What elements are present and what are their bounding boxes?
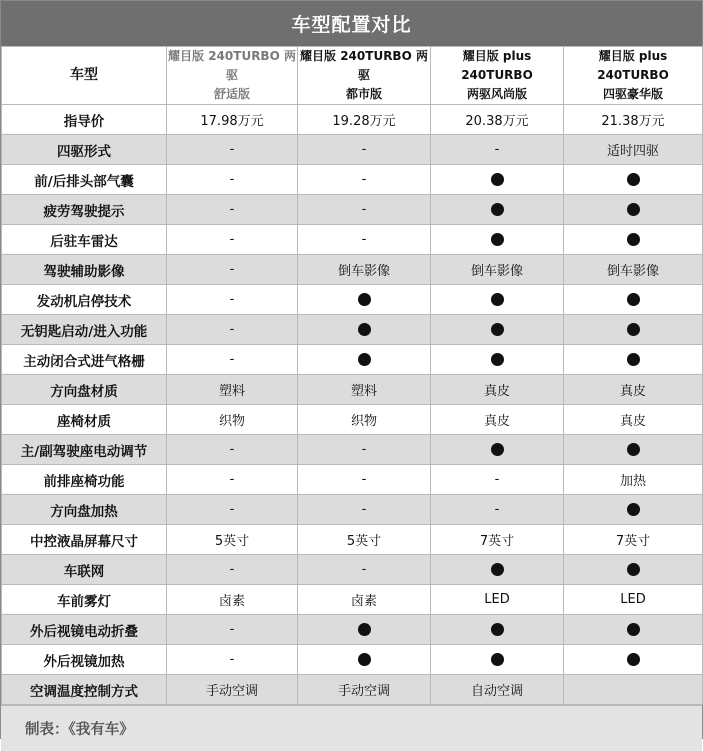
feature-cell: 加热 (564, 465, 703, 495)
standard-dot-icon (358, 293, 371, 306)
feature-cell: - (431, 135, 564, 165)
feature-cell-standard (564, 555, 703, 585)
feature-cell-standard (298, 645, 431, 675)
feature-label: 前/后排头部气囊 (2, 165, 167, 195)
table-row (2, 225, 703, 255)
feature-cell-standard (564, 285, 703, 315)
feature-cell: 卤素 (298, 585, 431, 615)
standard-dot-icon (627, 233, 640, 246)
feature-cell: - (298, 225, 431, 255)
header-row (2, 47, 703, 105)
feature-cell: - (298, 495, 431, 525)
standard-dot-icon (627, 563, 640, 576)
feature-label: 疲劳驾驶提示 (2, 195, 167, 225)
feature-label: 中控液晶屏幕尺寸 (2, 525, 167, 555)
standard-dot-icon (491, 293, 504, 306)
feature-label: 座椅材质 (2, 405, 167, 435)
standard-dot-icon (491, 203, 504, 216)
feature-label: 驾驶辅助影像 (2, 255, 167, 285)
standard-dot-icon (491, 443, 504, 456)
model-name-line1: 耀目版 plus 240TURBO (461, 49, 533, 82)
feature-cell-standard (431, 165, 564, 195)
feature-cell: 塑料 (298, 375, 431, 405)
feature-label: 车联网 (2, 555, 167, 585)
standard-dot-icon (627, 623, 640, 636)
feature-cell: 5英寸 (298, 525, 431, 555)
table-row (2, 285, 703, 315)
feature-cell: - (167, 315, 298, 345)
feature-label: 外后视镜加热 (2, 645, 167, 675)
feature-cell: - (167, 225, 298, 255)
feature-cell-standard (431, 315, 564, 345)
standard-dot-icon (491, 353, 504, 366)
model-label-header: 车型 (2, 47, 167, 105)
feature-label: 方向盘加热 (2, 495, 167, 525)
table-row (2, 105, 703, 135)
feature-cell: 手动空调 (298, 675, 431, 705)
feature-label: 主/副驾驶座电动调节 (2, 435, 167, 465)
feature-cell: - (298, 465, 431, 495)
feature-label: 指导价 (2, 105, 167, 135)
feature-cell-standard (564, 645, 703, 675)
feature-cell-standard (564, 315, 703, 345)
feature-cell: 织物 (298, 405, 431, 435)
feature-label: 方向盘材质 (2, 375, 167, 405)
standard-dot-icon (627, 503, 640, 516)
feature-cell: - (167, 435, 298, 465)
standard-dot-icon (491, 623, 504, 636)
feature-cell: 20.38万元 (431, 105, 564, 135)
table-row (2, 165, 703, 195)
feature-cell-standard (431, 285, 564, 315)
feature-cell: - (298, 555, 431, 585)
feature-label: 无钥匙启动/进入功能 (2, 315, 167, 345)
feature-cell: 卤素 (167, 585, 298, 615)
feature-cell: 7英寸 (431, 525, 564, 555)
standard-dot-icon (627, 173, 640, 186)
feature-cell-standard (431, 435, 564, 465)
model-header-4 (564, 47, 703, 105)
feature-cell: - (167, 255, 298, 285)
feature-cell: - (431, 465, 564, 495)
feature-cell-standard (298, 615, 431, 645)
feature-cell-standard (564, 495, 703, 525)
standard-dot-icon (491, 563, 504, 576)
model-header-3 (431, 47, 564, 105)
feature-cell: 手动空调 (167, 675, 298, 705)
feature-cell-standard (298, 345, 431, 375)
model-name-line2: 都市版 (345, 87, 382, 101)
standard-dot-icon (491, 233, 504, 246)
standard-dot-icon (491, 173, 504, 186)
feature-cell: 倒车影像 (564, 255, 703, 285)
table-body (2, 105, 703, 705)
feature-cell: 织物 (167, 405, 298, 435)
table-row (2, 315, 703, 345)
standard-dot-icon (358, 323, 371, 336)
table-row (2, 645, 703, 675)
feature-cell: 真皮 (564, 375, 703, 405)
table-row (2, 435, 703, 465)
standard-dot-icon (491, 653, 504, 666)
feature-cell-standard (431, 195, 564, 225)
feature-cell-standard (564, 615, 703, 645)
model-header-1 (167, 47, 298, 105)
feature-label: 后驻车雷达 (2, 225, 167, 255)
table-row (2, 345, 703, 375)
config-comparison-table (1, 46, 703, 705)
feature-cell: 自动空调 (431, 675, 564, 705)
feature-cell: 真皮 (564, 405, 703, 435)
table-row (2, 255, 703, 285)
feature-label: 主动闭合式进气格栅 (2, 345, 167, 375)
feature-cell-standard (298, 285, 431, 315)
feature-cell: - (167, 465, 298, 495)
feature-cell: 19.28万元 (298, 105, 431, 135)
feature-cell: 塑料 (167, 375, 298, 405)
feature-cell: 倒车影像 (431, 255, 564, 285)
table-row (2, 135, 703, 165)
standard-dot-icon (627, 293, 640, 306)
feature-cell: 21.38万元 (564, 105, 703, 135)
feature-cell-standard (298, 315, 431, 345)
feature-cell: - (431, 495, 564, 525)
model-name-line1: 耀目版 240TURBO 两驱 (300, 49, 428, 82)
feature-cell: - (167, 135, 298, 165)
feature-cell: - (167, 495, 298, 525)
feature-cell: - (167, 645, 298, 675)
feature-cell: 适时四驱 (564, 135, 703, 165)
table-row (2, 555, 703, 585)
feature-cell-standard (431, 615, 564, 645)
standard-dot-icon (627, 323, 640, 336)
table-row (2, 675, 703, 705)
table-row (2, 495, 703, 525)
feature-label: 外后视镜电动折叠 (2, 615, 167, 645)
table-row (2, 405, 703, 435)
standard-dot-icon (358, 353, 371, 366)
feature-cell-standard (564, 345, 703, 375)
feature-cell: - (167, 615, 298, 645)
model-name-line2: 四驱豪华版 (602, 87, 663, 101)
feature-cell: 5英寸 (167, 525, 298, 555)
feature-cell-standard (431, 345, 564, 375)
model-name-line2: 两驱风尚版 (466, 87, 527, 101)
feature-cell-standard (431, 645, 564, 675)
feature-cell-standard (564, 195, 703, 225)
feature-label: 四驱形式 (2, 135, 167, 165)
feature-cell-standard (431, 225, 564, 255)
table-row (2, 465, 703, 495)
footer-credit: 制表：《我有车》 (1, 705, 702, 751)
standard-dot-icon (358, 623, 371, 636)
table-title: 车型配置对比 (1, 1, 702, 46)
feature-cell-standard (431, 555, 564, 585)
model-name-line2: 舒适版 (213, 87, 250, 101)
model-name-line1: 耀目版 plus 240TURBO (597, 49, 669, 82)
feature-cell: - (298, 435, 431, 465)
feature-cell (564, 675, 703, 705)
feature-cell: - (167, 195, 298, 225)
feature-label: 前排座椅功能 (2, 465, 167, 495)
feature-cell: - (167, 345, 298, 375)
feature-label: 发动机启停技术 (2, 285, 167, 315)
feature-label: 空调温度控制方式 (2, 675, 167, 705)
standard-dot-icon (627, 443, 640, 456)
feature-cell: - (167, 165, 298, 195)
table-row (2, 585, 703, 615)
standard-dot-icon (627, 653, 640, 666)
feature-cell: 真皮 (431, 405, 564, 435)
feature-cell: - (298, 195, 431, 225)
standard-dot-icon (627, 203, 640, 216)
feature-cell: LED (431, 585, 564, 615)
feature-cell-standard (564, 165, 703, 195)
table-row (2, 195, 703, 225)
standard-dot-icon (627, 353, 640, 366)
model-header-2 (298, 47, 431, 105)
table-row (2, 375, 703, 405)
standard-dot-icon (358, 653, 371, 666)
feature-cell: 真皮 (431, 375, 564, 405)
feature-cell: LED (564, 585, 703, 615)
feature-cell: - (167, 555, 298, 585)
feature-cell: 倒车影像 (298, 255, 431, 285)
feature-label: 车前雾灯 (2, 585, 167, 615)
table-row (2, 615, 703, 645)
feature-cell: - (167, 285, 298, 315)
feature-cell: 17.98万元 (167, 105, 298, 135)
feature-cell: 7英寸 (564, 525, 703, 555)
model-name-line1: 耀目版 240TURBO 两驱 (168, 49, 296, 82)
table-row (2, 525, 703, 555)
standard-dot-icon (491, 323, 504, 336)
feature-cell: - (298, 135, 431, 165)
feature-cell-standard (564, 435, 703, 465)
feature-cell: - (298, 165, 431, 195)
feature-cell-standard (564, 225, 703, 255)
